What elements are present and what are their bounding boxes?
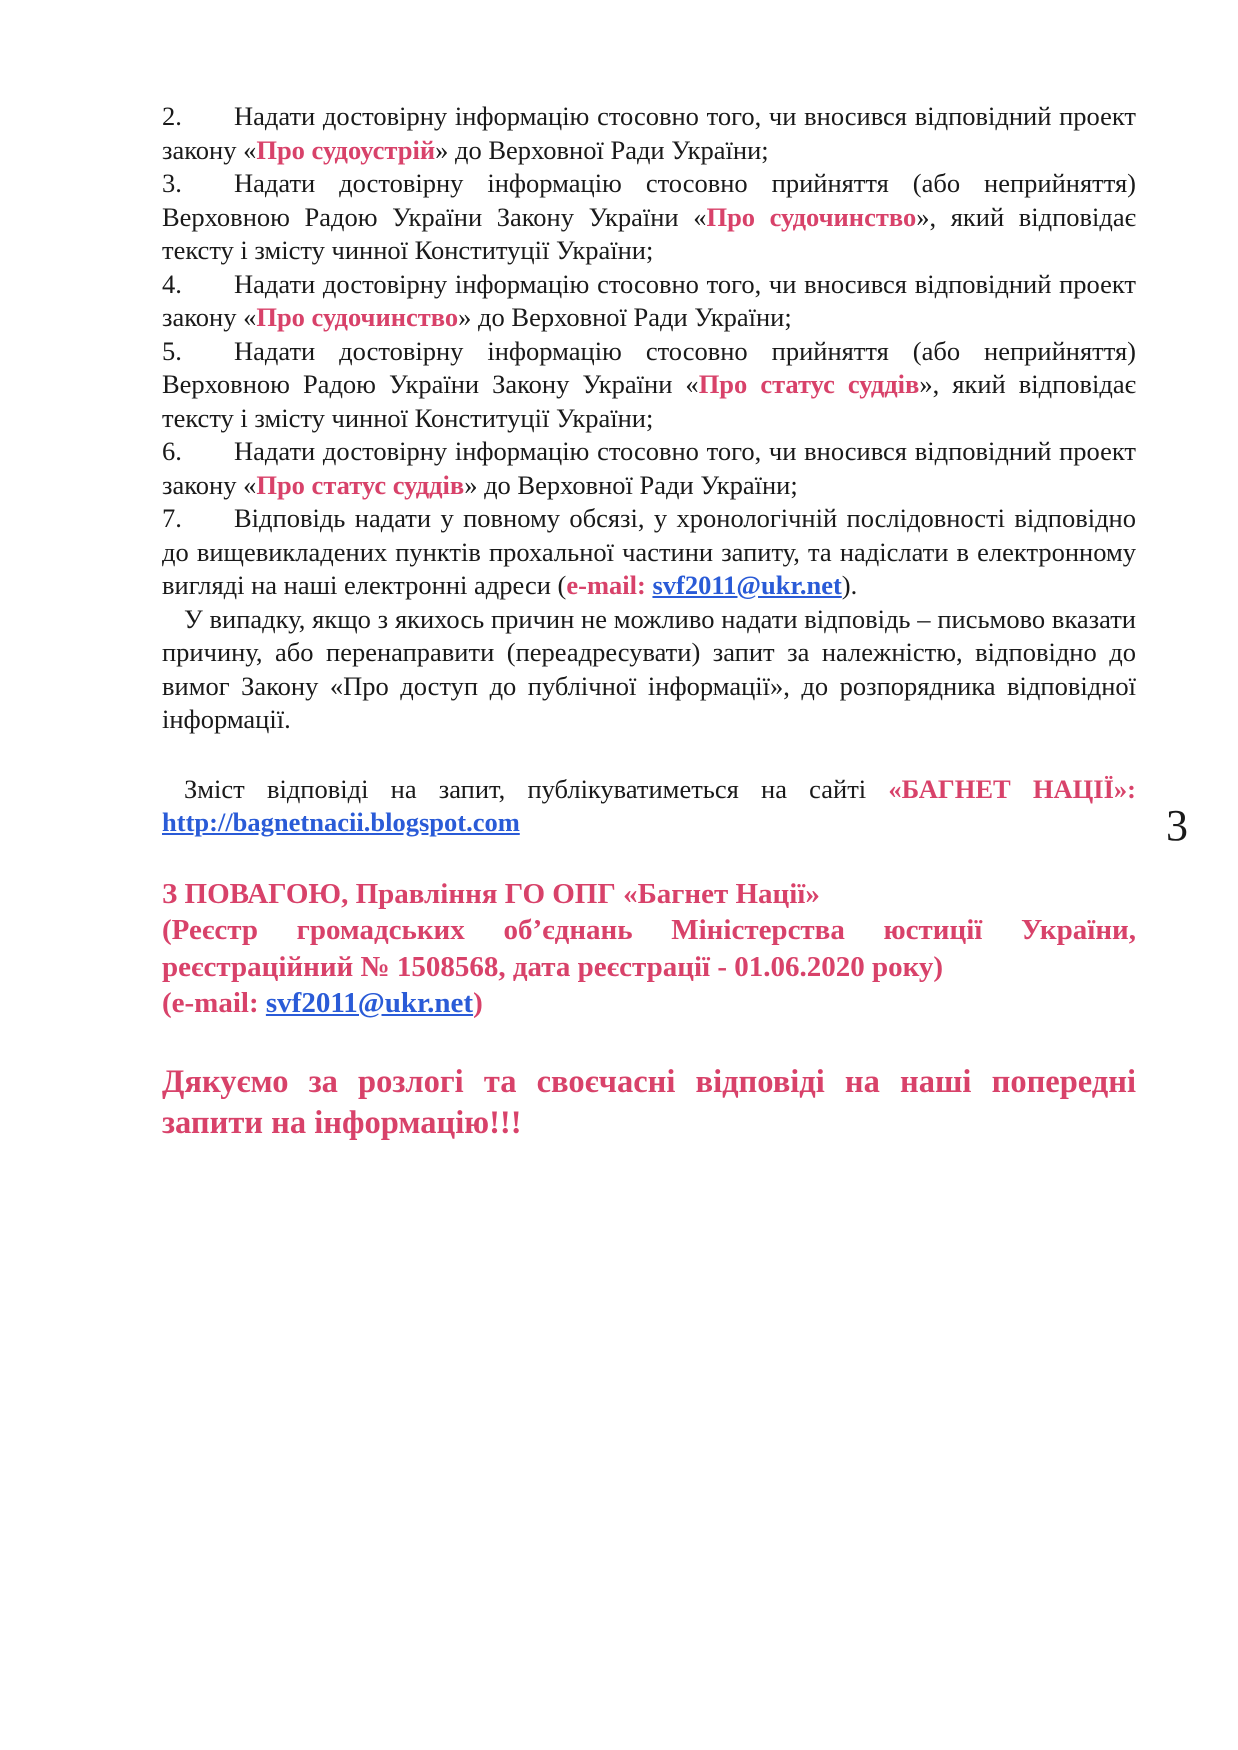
email-open: (e-mail:: [162, 987, 266, 1019]
item-text: Надати достовірну інформацію стосовно того, чи вносився відповідний проект закону «: [162, 436, 1136, 500]
law-title: Про судочинство: [706, 201, 917, 232]
list-item-2: [162, 100, 1136, 167]
signature-email-link[interactable]: svf2011@ukr.net: [265, 987, 474, 1019]
email-close: ): [473, 987, 483, 1019]
item-text: Надати достовірну інформацію стосовно того, чи вносився відповідний проект закону «: [162, 101, 1136, 165]
fallback-paragraph: У випадку, якщо з якихось причин не можливо надати відповідь – письмово вказати причину, або перенаправити (переадресувати) запит за належністю, відповідно до вимог Закону «Про доступ до публічної інформації», до розпорядника відповідної інформації.: [162, 603, 1136, 734]
list-item-7: [162, 502, 1136, 603]
registry-line: (Реєстр громадських об’єднань Міністерства юстиції України,: [162, 914, 1136, 946]
site-name: «БАГНЕТ НАЦІЇ»:: [888, 773, 1136, 804]
item-text-tail: », який відповідає тексту і змісту чинної Конституції України;: [162, 369, 1137, 433]
publication-text: Зміст відповіді на запит, публікуватиметься на сайті: [184, 773, 889, 804]
item-text-tail: » до Верховної Ради України;: [464, 469, 798, 500]
item-text: Відповідь надати у повному обсязі, у хронологічній послідовності відповідно до вищевикладених пунктів прохальної частини запиту, та надіслати в електронному вигляді на наші електронні адреси (: [162, 503, 1136, 600]
law-title: Про статус суддів: [256, 469, 465, 500]
email-label: e-mail:: [566, 570, 646, 600]
item-text-tail: » до Верховної Ради України;: [435, 134, 769, 165]
signature-block: [162, 876, 1136, 1022]
item-number: 5.: [162, 335, 182, 366]
list-item-4: [162, 268, 1136, 335]
page-number: 3: [1166, 801, 1188, 850]
law-title: Про статус суддів: [698, 369, 920, 399]
item-number: 4.: [162, 268, 182, 299]
email-link[interactable]: svf2011@ukr.net: [652, 570, 842, 600]
document-page: [162, 100, 1136, 1176]
signature-email-line: [162, 985, 1136, 1022]
item-number: 3.: [162, 168, 182, 198]
site-url-link[interactable]: http://bagnetnacii.blogspot.com: [162, 807, 520, 837]
signature-title: З ПОВАГОЮ, Правління ГО ОПГ «Багнет Нації»: [162, 877, 820, 910]
item-text: Надати достовірну інформацію стосовно прийняття (або неприйняття) Верховною Радою України Закону України «: [162, 168, 1136, 232]
law-title: Про судоустрій: [256, 134, 436, 165]
item-number: 2.: [162, 101, 182, 131]
list-item-6: [162, 435, 1136, 502]
law-title: Про судочинство: [256, 302, 459, 332]
thanks-message: Дякуємо за розлогі та своєчасні відповіді на наші попередні запити на інформацію!!!: [162, 1063, 1136, 1141]
item-text-tail: » до Верховної Ради України;: [458, 302, 792, 332]
item-text: Надати достовірну інформацію стосовно того, чи вносився відповідний проект закону «: [162, 268, 1136, 332]
item-text-tail: ).: [841, 570, 858, 600]
item-number: 7.: [162, 503, 182, 533]
publication-paragraph: [162, 773, 1136, 840]
item-text: Надати достовірну інформацію стосовно прийняття (або неприйняття) Верховною Радою України Закону України «: [162, 335, 1136, 399]
item-number: 6.: [162, 436, 182, 466]
list-item-5: [162, 335, 1136, 436]
list-item-3: [162, 167, 1136, 268]
registration-line: реєстраційний № 1508568, дата реєстрації - 01.06.2020 року): [162, 950, 944, 983]
item-text-tail: », який відповідає тексту і змісту чинної Конституції України;: [162, 201, 1136, 265]
